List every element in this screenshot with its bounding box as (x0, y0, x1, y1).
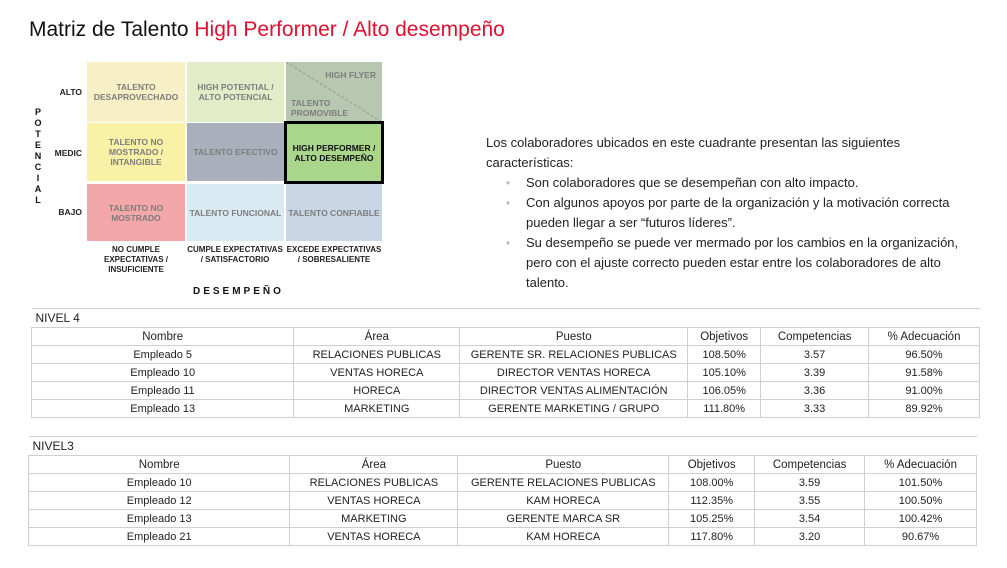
table-cell: Empleado 11 (32, 382, 294, 400)
cell-talento-no-mostrado-intangible: TALENTO NO MOSTRADO / INTANGIBLE (87, 123, 185, 181)
bullet-1: • Son colaboradores que se desempeñan con alto impacto. (526, 173, 966, 193)
table-cell: MARKETING (290, 510, 458, 528)
table-cell: GERENTE MARCA SR (458, 510, 669, 528)
table-row (29, 528, 977, 546)
table-cell: Empleado 21 (29, 528, 290, 546)
table-row (29, 510, 977, 528)
table-cell: 91.00% (869, 382, 980, 400)
table-cell: Empleado 5 (32, 346, 294, 364)
table-cell: KAM HORECA (458, 528, 669, 546)
col-header-area: Área (294, 328, 460, 346)
table-row (32, 382, 980, 400)
table-cell: MARKETING (294, 400, 460, 418)
col-header-puesto: Puesto (460, 328, 688, 346)
axis-y-letter: O (34, 118, 42, 128)
table-cell: 90.67% (865, 528, 977, 546)
table-cell: 112.35% (669, 492, 755, 510)
col-header-objetivos: Objetivos (688, 328, 761, 346)
table-cell: 89.92% (869, 400, 980, 418)
table-cell: GERENTE MARKETING / GRUPO (460, 400, 688, 418)
cell-high-potential: HIGH POTENTIAL / ALTO POTENCIAL (187, 62, 284, 122)
table-cell: 105.10% (688, 364, 761, 382)
axis-y-letter: N (34, 151, 42, 161)
col-header-nombre: Nombre (32, 328, 294, 346)
col-header-nombre: Nombre (29, 456, 290, 474)
table-nivel4 (31, 308, 980, 418)
table-cell: VENTAS HORECA (290, 528, 458, 546)
axis-y-letter: L (35, 195, 41, 205)
table-cell: 3.59 (755, 474, 865, 492)
table-cell: 3.20 (755, 528, 865, 546)
axis-x-label: DESEMPEÑO (193, 286, 284, 297)
col-header-adecuacion: % Adecuación (865, 456, 977, 474)
col-header-objetivos: Objetivos (669, 456, 755, 474)
table-cell: 96.50% (869, 346, 980, 364)
table-row (32, 400, 980, 418)
table-cell: 3.33 (761, 400, 869, 418)
cell-talento-efectivo: TALENTO EFECTIVO (187, 123, 284, 181)
table-cell: VENTAS HORECA (290, 492, 458, 510)
table-cell: 108.50% (688, 346, 761, 364)
cell-high-performer: HIGH PERFORMER / ALTO DESEMPEÑO (284, 121, 384, 184)
table-cell: DIRECTOR VENTAS HORECA (460, 364, 688, 382)
table-cell: GERENTE RELACIONES PUBLICAS (458, 474, 669, 492)
description (486, 133, 966, 293)
table-cell: 117.80% (669, 528, 755, 546)
cell-label-high-flyer: HIGH FLYER (325, 70, 376, 80)
col-header-competencias: Competencias (761, 328, 869, 346)
table-cell: 105.25% (669, 510, 755, 528)
row-label-bajo: BAJO (58, 207, 82, 217)
table-cell: RELACIONES PUBLICAS (294, 346, 460, 364)
col-header-adecuacion: % Adecuación (869, 328, 980, 346)
cell-talento-confiable: TALENTO CONFIABLE (286, 184, 382, 241)
table-cell: 106.05% (688, 382, 761, 400)
table-row (32, 346, 980, 364)
axis-y-letter: E (34, 140, 41, 150)
table-cell: Empleado 12 (29, 492, 290, 510)
title-accent: High Performer / Alto desempeño (194, 18, 505, 41)
table-cell: 91.58% (869, 364, 980, 382)
table-cell: 100.42% (865, 510, 977, 528)
table-cell: Empleado 13 (29, 510, 290, 528)
table-cell: 3.55 (755, 492, 865, 510)
description-intro: Los colaboradores ubicados en este cuadrante presentan las siguientes características: (486, 135, 901, 170)
col-header-area: Área (290, 456, 458, 474)
table-cell: 3.54 (755, 510, 865, 528)
col-label-cumple: CUMPLE EXPECTATIVAS / SATISFACTORIO (187, 245, 283, 264)
table-cell: 3.57 (761, 346, 869, 364)
axis-y-letter: A (34, 184, 42, 194)
cell-label-talento-promovible: TALENTO PROMOVIBLE (291, 98, 349, 118)
cell-talento-funcional: TALENTO FUNCIONAL (187, 184, 284, 241)
col-label-excede: EXCEDE EXPECTATIVAS / SOBRESALIENTE (286, 245, 382, 264)
table-cell: 108.00% (669, 474, 755, 492)
col-header-puesto: Puesto (458, 456, 669, 474)
axis-y-letter: T (35, 129, 41, 139)
col-header-competencias: Competencias (755, 456, 865, 474)
table-cell: Empleado 10 (32, 364, 294, 382)
table-cell: VENTAS HORECA (294, 364, 460, 382)
table-cell: DIRECTOR VENTAS ALIMENTACIÓN (460, 382, 688, 400)
table-cell: GERENTE SR. RELACIONES PUBLICAS (460, 346, 688, 364)
description-bullets (486, 173, 966, 293)
table-cell: 3.39 (761, 364, 869, 382)
table-nivel3 (28, 436, 977, 546)
bullet-3: • Su desempeño se puede ver mermado por los cambios en la organización, pero con el ajuste correcto pueden estar entre los colaboradores de alto talento. (526, 233, 966, 293)
table-row (29, 474, 977, 492)
title-main: Matriz de Talento (29, 18, 189, 41)
axis-y-letter: P (34, 107, 41, 117)
table-cell: HORECA (294, 382, 460, 400)
axis-y-letter: C (34, 162, 42, 172)
row-label-alto: ALTO (59, 87, 82, 97)
table-row (29, 492, 977, 510)
cell-talento-desaprovechado: TALENTO DESAPROVECHADO (87, 62, 185, 122)
table-cell: 111.80% (688, 400, 761, 418)
cell-talento-no-mostrado: TALENTO NO MOSTRADO (87, 184, 185, 241)
table-cell: 101.50% (865, 474, 977, 492)
row-label-medic: MEDIC (54, 148, 82, 158)
table-cell: 3.36 (761, 382, 869, 400)
cell-high-flyer (286, 62, 382, 122)
table-cell: KAM HORECA (458, 492, 669, 510)
table-caption: NIVEL 4 (32, 309, 980, 328)
table-caption: NIVEL3 (29, 437, 977, 456)
table-cell: Empleado 10 (29, 474, 290, 492)
table-cell: RELACIONES PUBLICAS (290, 474, 458, 492)
talent-matrix (28, 60, 388, 300)
col-label-no-cumple: NO CUMPLE EXPECTATIVAS / INSUFICIENTE (103, 245, 168, 274)
page-title (29, 18, 505, 42)
table-cell: 100.50% (865, 492, 977, 510)
table-cell: Empleado 13 (32, 400, 294, 418)
table-row (32, 364, 980, 382)
axis-y-letter: I (36, 173, 40, 183)
bullet-2: • Con algunos apoyos por parte de la organización y la motivación correcta pueden llegar a ser “futuros líderes”. (526, 193, 966, 233)
